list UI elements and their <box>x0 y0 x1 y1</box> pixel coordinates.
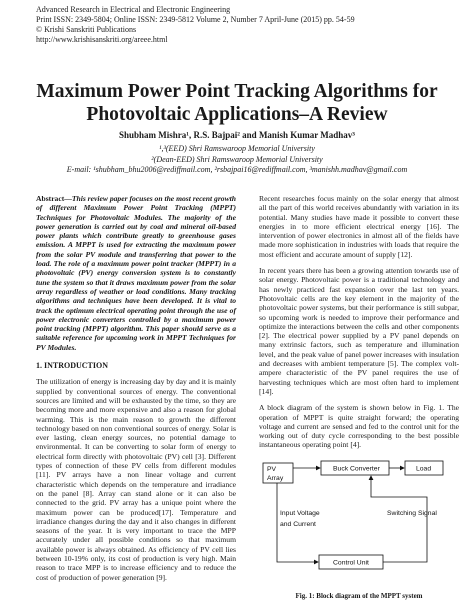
abstract-lead: Abstract— <box>36 194 72 203</box>
paper-title <box>20 80 454 126</box>
affiliation-line1: ¹,³(EED) Shri Ramswaroop Memorial University <box>159 144 315 153</box>
journal-header <box>36 5 355 45</box>
section-heading-introduction: 1. INTRODUCTION <box>36 361 109 371</box>
switching-signal-arrow <box>371 476 427 562</box>
paper-authors: Shubham Mishra¹, R.S. Bajpai² and Manish Kumar Madhav³ <box>119 130 355 140</box>
pv-array-label-1: PV <box>267 465 277 473</box>
load-label: Load <box>416 465 432 473</box>
body-paragraph: In recent years there has been a growing attention towards use of solar energy. Photovoltaic power is a traditional technology and has newly practiced fast expansion over the last ten years. Photovoltaic cells are the key element in the majority of the photovoltaic power systems, but their performance is still subpar, so upcoming work is needed to improve their performance and optimize the interactions between the cells and other components [2]. The electrical power supplied by a PV panel depends on many extrinsic factors, such as temperature and illumination level, and the peak value of panel power increases with insulation and decreases with ambient temperature [5]. The complex volt-ampere characteristic of the PV panel requires the use of harvesting techniques which are most often hard to implement [14]. <box>259 266 459 396</box>
body-paragraph: The utilization of energy is increasing day by day and it is mainly supplied by conventional sources of energy. The conventional sources are limited and will be exhausted by the time, so they are becoming more and more expensive and also a reason for global warming. This is the main reason to growth the different technology based on non conventional sources of energy. Solar is ever lasting, clean energy sources, no potential damage to environmental. It can be converting to solar form of energy to electrical form directly with photovoltaic (PV) cell [3]. Different types of connection of these PV cells from different modules [11]. PV arrays have a non linear voltage and current characteristic which depends on the temperature and irradiance on the panel [8]. Array can stand alone or it can also be connected to the grid. PV array has a unique point where the maximum power can be produced[17]. Temperature and irradiance changes during the day and it also changes in different seasons of the year. It is very important to trace the MPP accurately under all possible conditions so that maximum available power is always obtained. As efficiency of PV cell lies between 10-19% only, its cost of production is very high. Main reason to trace MPP is to increase efficiency and to reduce the cost of production of power generation [9]. <box>36 377 236 582</box>
input-voltage-label-2: and Current <box>280 520 316 528</box>
abstract <box>36 194 236 352</box>
body-paragraph: A block diagram of the system is shown below in Fig. 1. The operation of MPPT is quite straight forward; the operating voltage and current are sensed and fed to the control unit for the working out of duty cycle corresponding to the best possible instantaneous operating point [4]. <box>259 403 459 450</box>
pv-array-label-2: Array <box>267 474 284 482</box>
paper-title-line1: Maximum Power Point Tracking Algorithms for <box>36 81 438 102</box>
journal-copyright: © Krishi Sanskriti Publications <box>36 25 137 34</box>
affiliation-line2: ²(Dean-EED) Shri Ramswaroop Memorial University <box>151 154 323 164</box>
journal-url[interactable]: http://www.krishisanskriti.org/areee.html <box>36 35 168 44</box>
buck-converter-label: Buck Converter <box>333 465 380 473</box>
affiliations <box>20 144 454 176</box>
figure-caption: Fig. 1: Block diagram of the MPPT system <box>295 591 423 600</box>
right-column <box>259 194 459 601</box>
block-diagram-svg <box>259 457 459 585</box>
journal-issn: Print ISSN: 2349-5804; Online ISSN: 2349-5812 Volume 2, Number 7 April-June (2015) pp. 54-59 <box>36 15 355 24</box>
affiliation-emails: E-mail: ¹shubham_bhu2006@rediffmail.com, ²rsbajpai16@rediffmail.com, ³manishh.madhav@gmail.com <box>66 165 408 174</box>
switching-signal-label: Switching Signal <box>387 509 437 517</box>
abstract-text: This review paper focuses on the most recent growth of different Maximum Power Point Tracking (MPPT) Techniques for Photovoltaic Modules. The majority of the power generation is carried out by coal and mineral oil-based power plants which contribute greatly to greenhouse gases emission. A MPPT is used for extracting the maximum power from the solar PV module and transferring that power to the load. The role of a maximum power point tracker (MPPT) in a photovoltaic (PV) energy conversion system is to constantly tune the system so that it draws maximum power from the solar array regardless of weather or load conditions. Many tracking algorithms and techniques have been developed. It is vital to track the optimum electrical operating point through the use of power electronic converters controlled by a maximum power point tracking (MPPT) algorithm. This paper should serve as a suitable reference for upcoming work in MPPT Techniques for PV Modules. <box>36 194 236 352</box>
mppt-block-diagram <box>259 457 459 592</box>
paper-title-line2: Photovoltaic Applications–A Review <box>86 104 388 125</box>
control-unit-label: Control Unit <box>333 559 369 567</box>
journal-name: Advanced Research in Electrical and Electronic Engineering <box>36 5 231 14</box>
body-paragraph: Recent researches focus mainly on the solar energy that almost all the part of this world receives abundantly with variation in its potential. Many studies have made it possible to convert these energies in to more efficient electrical energy [16]. The intervention of power electronics in almost all of the fields have made more sophistication in industries with loads that require the most efficient and accurate amount of supply [12]. <box>259 194 459 259</box>
left-column <box>36 194 236 589</box>
input-voltage-label-1: Input Voltage <box>280 509 320 517</box>
